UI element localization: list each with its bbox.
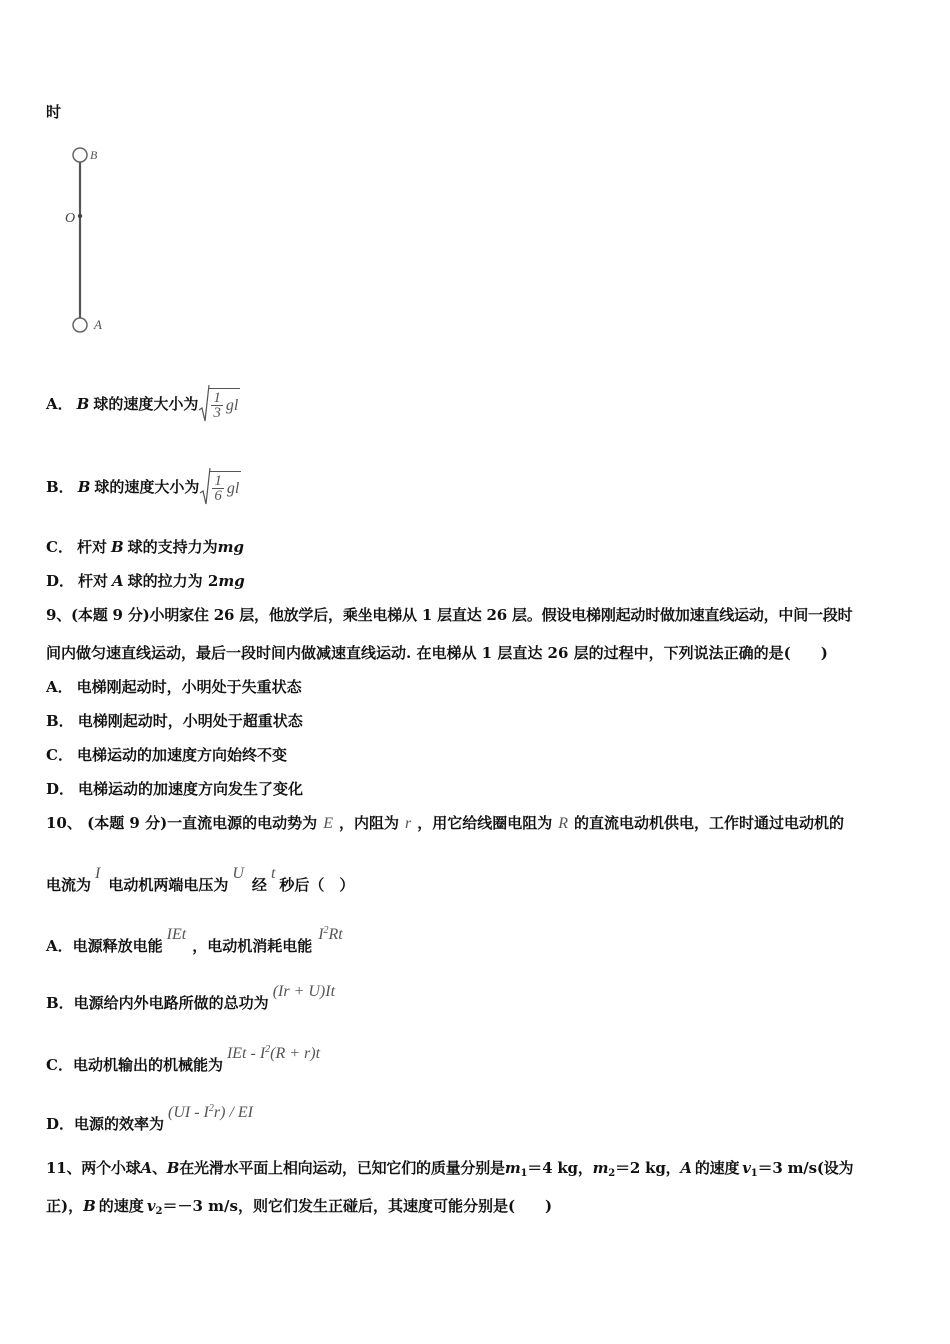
label-b: B	[90, 148, 98, 162]
ball-b	[73, 148, 87, 162]
q10-option-a[interactable]: A．电源释放电能IEt，电动机消耗电能$I^2Rt$	[46, 925, 343, 955]
q8-option-a[interactable]: A． B 球的速度大小为 $\frac{1}{3}$ gl	[46, 384, 240, 424]
pivot-o	[78, 214, 82, 218]
label-o: O	[65, 211, 76, 226]
q8-option-b[interactable]: B． B 球的速度大小为 $\frac{1}{6}$ gl	[46, 467, 241, 507]
page-fragment-text: 时	[46, 103, 62, 121]
q11-stem-line-2: 正)，B 的速度 $v_2=-3$ m/s，则它们发生正碰后，其速度可能分别是( )	[46, 1197, 553, 1217]
rod-diagram	[60, 140, 140, 340]
q9-option-b[interactable]: B． 电梯刚起动时，小明处于超重状态	[46, 712, 303, 730]
q9-stem-line-1: 9、(本题 9 分)小明家住 26 层，他放学后，乘坐电梯从 1 层直达 26 层。假设电梯刚起动时做加速直线运动，中间一段时	[46, 606, 853, 624]
q11-stem-line-1: 11、两个小球A、B在光滑水平面上相向运动，已知它们的质量分别是$m_1=4$ kg，$m_2=2$ kg，A 的速度 $v_1=3$ m/s(设为	[46, 1159, 854, 1179]
sqrt-expression: $\frac{1}{6}$ gl	[199, 467, 241, 507]
sqrt-expression: $\frac{1}{3}$ gl	[198, 384, 240, 424]
ball-a	[73, 318, 87, 332]
q9-stem-line-2: 间内做匀速直线运动，最后一段时间内做减速直线运动. 在电梯从 1 层直达 26 层的过程中，下列说法正确的是( )	[46, 644, 828, 662]
q10-stem-line-1: 10、 (本题 9 分)一直流电源的电动势为 E ，内阻为 r ，用它给线圈电阻为 R 的直流电动机供电，工作时通过电动机的	[46, 814, 845, 832]
q10-option-b[interactable]: B．电源给内外电路所做的总功为(Ir + U)It	[46, 983, 336, 1012]
q10-option-c[interactable]: C．电动机输出的机械能为IEt - $I^2(R + r)t$	[46, 1044, 321, 1074]
q10-option-d[interactable]: D．电源的效率为$(UI - I^2r)$ / EI	[46, 1103, 253, 1133]
q8-option-c[interactable]: C． 杆对 B 球的支持力为mg	[46, 538, 245, 556]
q9-option-d[interactable]: D． 电梯运动的加速度方向发生了变化	[46, 780, 304, 798]
q9-option-c[interactable]: C． 电梯运动的加速度方向始终不变	[46, 746, 287, 764]
q9-option-a[interactable]: A． 电梯刚起动时，小明处于失重状态	[46, 678, 302, 696]
q10-stem-line-2: 电流为I电动机两端电压为U经t秒后（ ）	[46, 865, 355, 894]
rod-figure-svg	[60, 140, 140, 340]
q8-option-d[interactable]: D． 杆对 A 球的拉力为 2mg	[46, 572, 245, 590]
label-a: A	[94, 317, 102, 332]
